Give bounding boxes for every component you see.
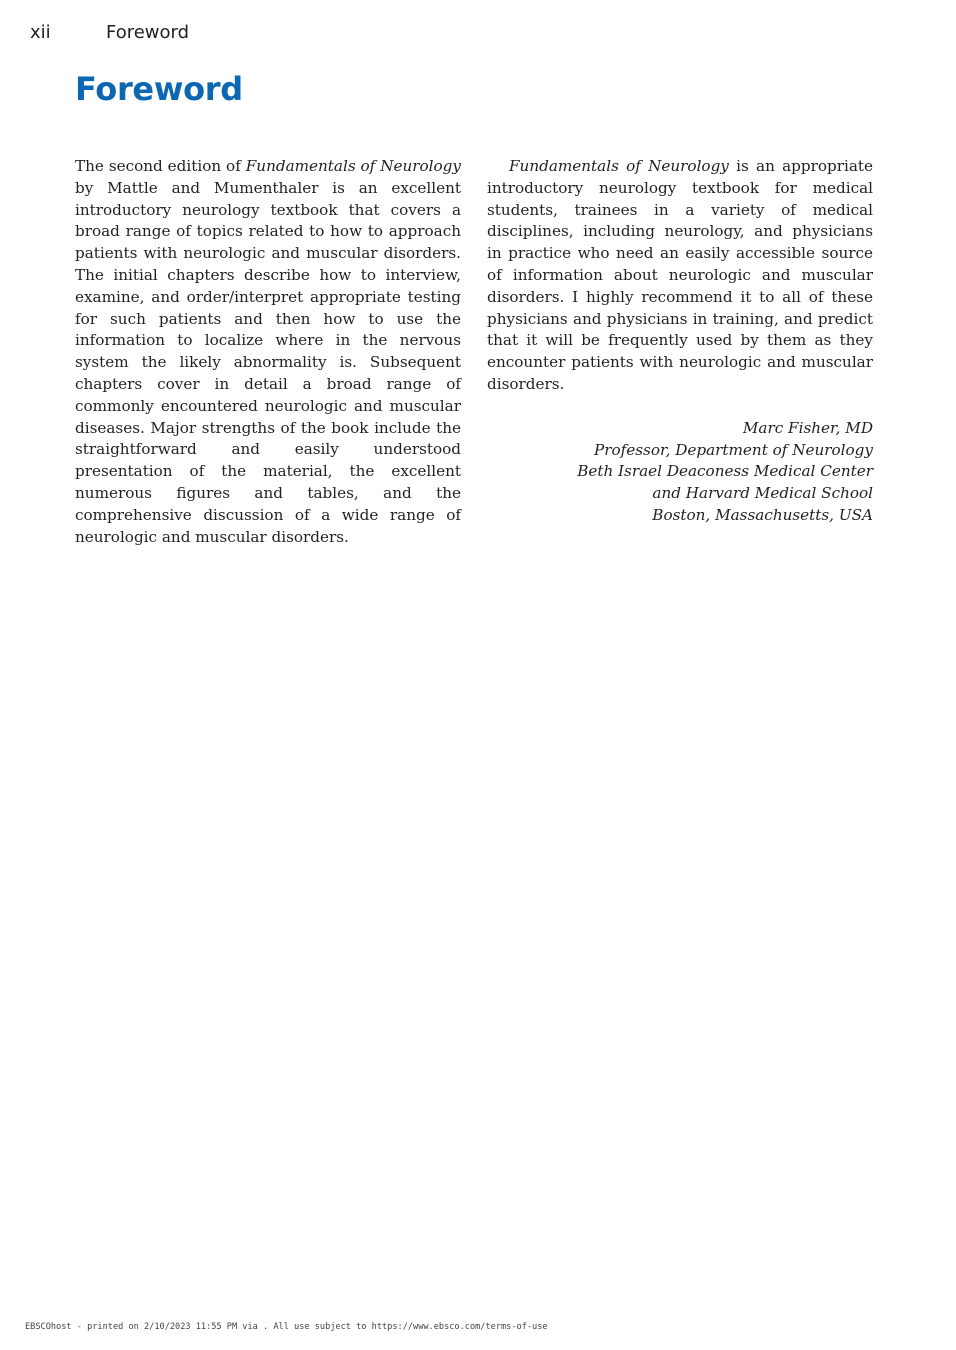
signature-institution-2: and Harvard Medical School [652, 484, 873, 503]
right-book-title: Fundamentals of Neurology [509, 157, 729, 175]
signature-block [487, 418, 873, 527]
left-body: by Mattle and Mumenthaler is an excellent introductory neurology textbook that covers a broad range of topics related to how to approach patients with neurologic and muscular disorders. The initial chapters describe how to interview, examine, and order/interpret appropriate testing for such patients and then how to use the information to localize where in the nervous system the likely abnormality is. Subsequent chapters cover in detail a broad range of commonly encountered neurologic and muscular diseases. Major strengths of the book include the straightforward and easily understood presentation of the material, the excellent numerous figures and tables, and the comprehensive discussion of a wide range of neurologic and muscular disorders. [75, 178, 461, 546]
signature-institution: Beth Israel Deaconess Medical Center [577, 462, 873, 481]
running-head [30, 22, 189, 43]
left-intro: The second edition of [75, 157, 246, 175]
chapter-title: Foreword [75, 70, 243, 108]
left-paragraph [75, 156, 461, 548]
right-body: is an appropriate introductory neurology textbook for medical students, trainees in a variety of medical disciplines, including neurology, and physicians in practice who need an easily accessible source of information about neurologic and muscular disorders. I highly recommend it to all of these physicians and physicians in training, and predict that it will be frequently used by them as they encounter patients with neurologic and muscular disorders. [487, 157, 874, 393]
signature-position: Professor, Department of Neurology [594, 440, 873, 459]
signature-location: Boston, Massachusetts, USA [652, 505, 873, 524]
page-number: xii [30, 22, 51, 43]
running-head-section: Foreword [106, 22, 190, 43]
left-book-title: Fundamentals of Neurology [245, 157, 461, 175]
right-paragraph [487, 156, 873, 396]
signature-name: Marc Fisher, MD [742, 418, 873, 437]
left-column [75, 156, 461, 548]
footer-note: EBSCOhost - printed on 2/10/2023 11:55 PM via . All use subject to https://www.ebsco.com/terms-of-use [25, 1322, 548, 1332]
right-column [487, 156, 873, 527]
